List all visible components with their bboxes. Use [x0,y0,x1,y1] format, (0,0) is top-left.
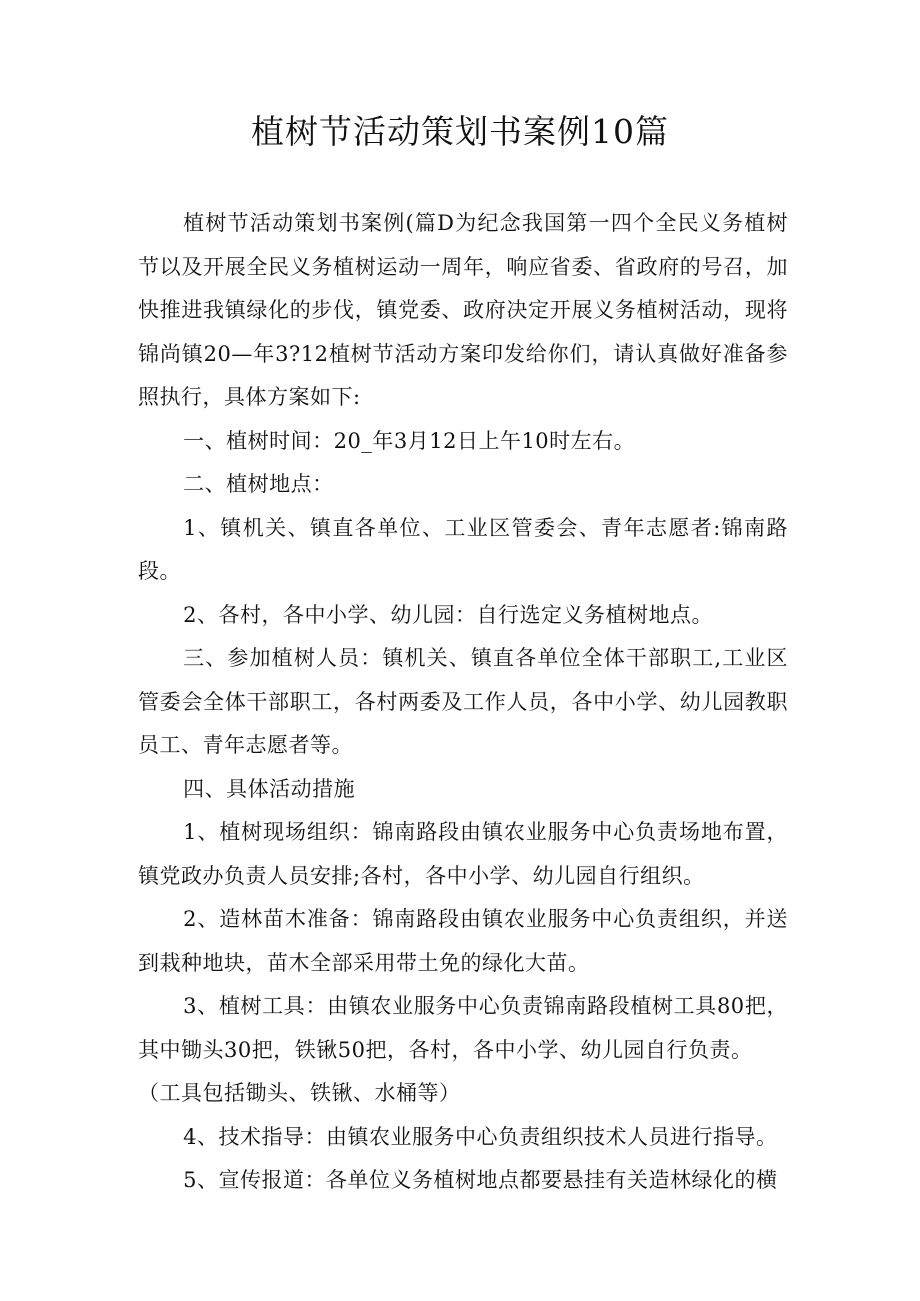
body-paragraph: （工具包括锄头、铁锹、水桶等） [138,1081,461,1105]
document-title: 植树节活动策划书案例10篇 [251,112,669,151]
document-body [138,202,788,1203]
body-paragraph: 3、植树工具：由镇农业服务中心负责锦南路段植树工具80把，其中锄头30把，铁锹50把，各村，各中小学、幼儿园自行负责。 [138,994,788,1062]
body-paragraph: 5、宣传报道：各单位义务植树地点都要悬挂有关造林绿化的横 [183,1168,778,1192]
body-paragraph: 2、造林苗木准备：锦南路段由镇农业服务中心负责组织，并送到栽种地块，苗木全部采用带土免的绿化大苗。 [138,907,788,975]
body-paragraph: 4、技术指导：由镇农业服务中心负责组织技术人员进行指导。 [183,1124,778,1149]
body-paragraph: 一、植树时间：20_年3月12日上午10时左右。 [183,428,636,453]
body-paragraph: 1、镇机关、镇直各单位、工业区管委会、青年志愿者:锦南路段。 [138,515,788,583]
body-paragraph: 二、植树地点： [183,472,334,496]
body-paragraph: 1、植树现场组织：锦南路段由镇农业服务中心负责场地布置，镇党政办负责人员安排;各村，各中小学、幼儿园自行组织。 [138,820,788,888]
body-paragraph: 植树节活动策划书案例(篇D为纪念我国第一四个全民义务植树节以及开展全民义务植树运动一周年，响应省委、省政府的号召，加快推进我镇绿化的步伐，镇党委、政府决定开展义务植树活动，现将锦尚镇20—年3?12植树节活动方案印发给你们，请认真做好准备参照执行，具体方案如下: [138,211,788,409]
body-paragraph: 2、各村，各中小学、幼儿园：自行选定义务植树地点。 [183,602,713,627]
body-paragraph: 四、具体活动措施 [183,776,356,801]
body-paragraph: 三、参加植树人员：镇机关、镇直各单位全体干部职工,工业区管委会全体干部职工，各村两委及工作人员，各中小学、幼儿园教职员工、青年志愿者等。 [138,646,788,757]
